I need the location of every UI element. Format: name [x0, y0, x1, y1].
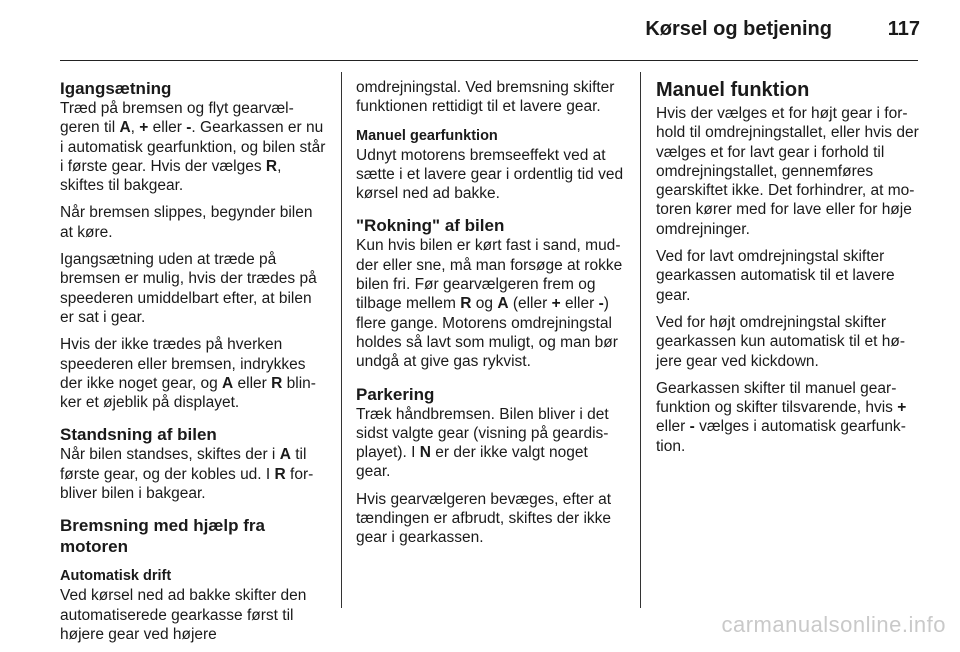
- paragraph: Træk håndbremsen. Bilen bliver i det sidst valgte gear (visning på geardisplayet). I N er der ikke valgt noget gear.: [356, 405, 609, 481]
- paragraph: omdrejningstal. Ved bremsning skifter funktionen rettidigt til et lavere gear.: [356, 79, 615, 116]
- section-heading: "Rokning" af bilen: [356, 216, 505, 236]
- section-heading: Bremsning med hjælp fra motoren: [60, 516, 265, 557]
- section-heading: Igangsætning: [60, 79, 172, 98]
- gear-key: N: [419, 444, 431, 462]
- paragraph: Ved kørsel ned ad bakke skifter den automatiserede gearkasse først til højere gear ved højere: [60, 587, 307, 643]
- header-rule: [60, 60, 918, 61]
- gear-key: A: [497, 295, 509, 313]
- column-1: [60, 78, 328, 652]
- paragraph: Hvis der ikke trædes på hverken speederen eller bremsen, indrykkes der ikke noget gear, og A eller R blinker et øjeblik på displayet.: [60, 336, 316, 412]
- gear-key: A: [222, 374, 234, 392]
- gear-key: A: [279, 446, 291, 464]
- column-2: [356, 78, 626, 556]
- section-heading: Parkering: [356, 384, 435, 404]
- gear-key: R: [271, 374, 283, 392]
- paragraph: Udnyt motorens bremseeffekt ved at sætte i et lavere gear i ordentlig tid ved kørsel ned ad bakke.: [356, 146, 624, 203]
- gear-key: R: [460, 295, 472, 313]
- subsection-heading: Automatisk drift: [60, 568, 172, 585]
- section-heading: Manuel funktion: [656, 79, 810, 101]
- paragraph: Træd på bremsen og flyt gearvælgeren til A, + eller -. Gearkassen er nu i automatisk gearfunktion, og bilen står i første gear. Hvis der vælges R, skiftes til bakgear.: [60, 100, 326, 195]
- paragraph: Igangsætning uden at træde på bremsen er mulig, hvis der trædes på speederen umiddelbart efter, at bilen er sat i gear.: [60, 251, 317, 326]
- paragraph: Når bilen standses, skiftes der i A til første gear, og der kobles ud. I R forbliver bilen i bakgear.: [60, 446, 314, 503]
- paragraph: Gearkassen skifter til manuel gearfunktion og skifter tilsvarende, hvis + eller - vælges i automatisk gearfunktion.: [656, 379, 907, 455]
- gear-key: -: [186, 119, 192, 137]
- gear-key: R: [274, 465, 286, 483]
- page-number: 117: [887, 18, 920, 40]
- gear-key: -: [689, 418, 695, 436]
- gear-key: A: [119, 119, 131, 137]
- gear-key: +: [897, 399, 907, 417]
- watermark: carmanualsonline.info: [721, 612, 946, 637]
- gear-key: +: [551, 295, 561, 313]
- gear-key: -: [598, 295, 604, 313]
- page-header: [0, 0, 960, 60]
- paragraph: Ved for lavt omdrejningstal skifter gearkassen automatisk til et lavere gear.: [656, 248, 895, 304]
- paragraph: Kun hvis bilen er kørt fast i sand, mudder eller sne, må man forsøge at rokke bilen fri. Før gearvælgeren frem og tilbage mellem R og A (eller + eller -) flere gange. Motorens omdrejningstal holdes så lavt som muligt, og man bør undgå at give gas rykvist.: [356, 237, 623, 371]
- section-heading: Standsning af bilen: [60, 425, 217, 445]
- subsection-heading: Manuel gearfunktion: [356, 127, 498, 144]
- gear-key: R: [265, 157, 278, 175]
- column-divider: [341, 72, 342, 608]
- column-3: [656, 78, 922, 464]
- chapter-title: Kørsel og betjening: [645, 18, 832, 40]
- paragraph: Ved for højt omdrejningstal skifter gearkassen kun automatisk til et højere gear ved kickdown.: [656, 313, 905, 370]
- gear-key: +: [139, 119, 149, 137]
- paragraph: Hvis gearvælgeren bevæges, efter at tændingen er afbrudt, skiftes der ikke gear i gearkassen.: [356, 490, 612, 547]
- column-divider: [640, 72, 641, 608]
- paragraph: Hvis der vælges et for højt gear i forhold til omdrejningstallet, eller hvis der vælges et for lavt gear i forhold til omdrejningstallet, gennemføres gearskiftet ikke. Det forhindrer, at motoren kører med for lave eller for høje omdrejninger.: [656, 105, 919, 238]
- paragraph: Når bremsen slippes, begynder bilen at køre.: [60, 204, 313, 241]
